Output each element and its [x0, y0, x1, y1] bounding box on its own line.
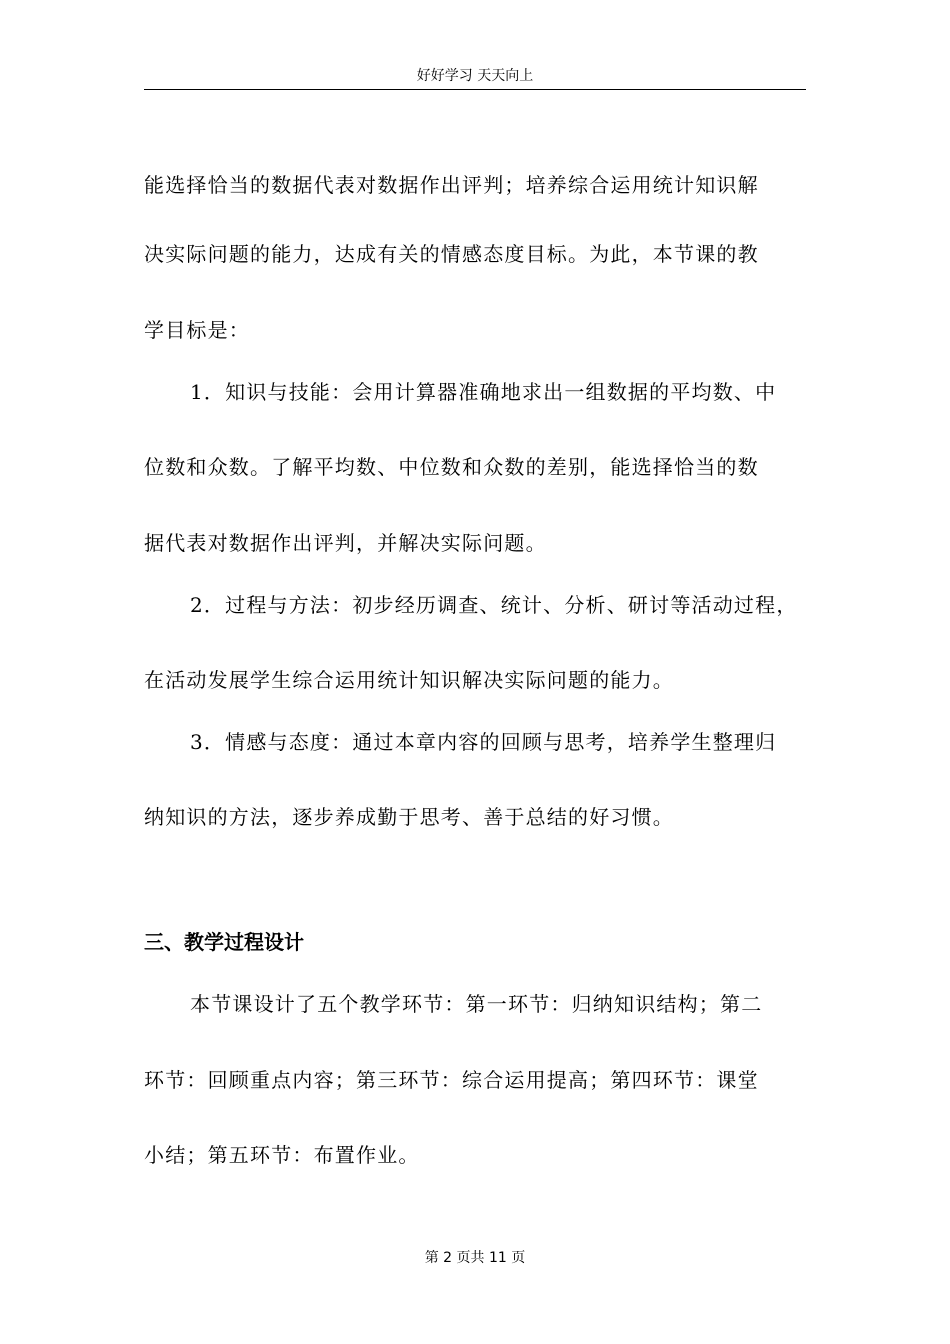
objective-knowledge-line-1: 1．知识与技能：会用计算器准确地求出一组数据的平均数、中: [190, 380, 777, 404]
objective-process-line-1: 2．过程与方法：初步经历调查、统计、分析、研讨等活动过程，: [190, 593, 798, 617]
section-line-3: 小结；第五环节：布置作业。: [144, 1143, 420, 1167]
objective-knowledge-line-2: 位数和众数。了解平均数、中位数和众数的差别，能选择恰当的数: [144, 455, 759, 479]
objective-attitude-line-1: 3．情感与态度：通过本章内容的回顾与思考，培养学生整理归: [190, 730, 777, 754]
objective-attitude-line-2: 纳知识的方法，逐步养成勤于思考、善于总结的好习惯。: [144, 805, 674, 829]
page-header: 好好学习 天天向上: [416, 68, 534, 84]
section-line-2: 环节：回顾重点内容；第三环节：综合运用提高；第四环节：课堂: [144, 1068, 759, 1092]
objective-process-line-2: 在活动发展学生综合运用统计知识解决实际问题的能力。: [144, 668, 674, 692]
body-line-3: 学目标是：: [144, 318, 250, 342]
page-number: 第 2 页共 11 页: [424, 1250, 526, 1266]
body-line-2: 决实际问题的能力，达成有关的情感态度目标。为此，本节课的教: [144, 242, 759, 266]
body-line-1: 能选择恰当的数据代表对数据作出评判；培养综合运用统计知识解: [144, 173, 759, 197]
header-divider: [144, 89, 806, 90]
section-line-1: 本节课设计了五个教学环节：第一环节：归纳知识结构；第二: [190, 992, 763, 1016]
section-heading: 三、教学过程设计: [144, 930, 304, 954]
objective-knowledge-line-3: 据代表对数据作出评判，并解决实际问题。: [144, 531, 547, 555]
